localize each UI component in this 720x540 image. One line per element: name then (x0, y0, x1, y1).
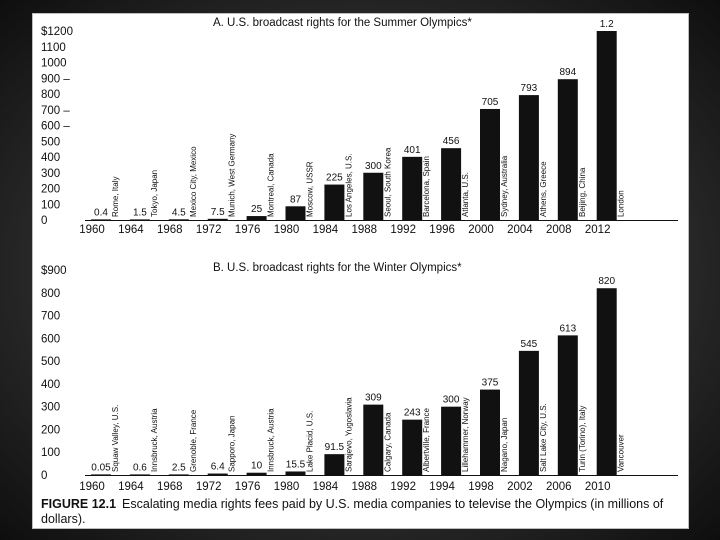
chart-a-value-label: 894 (559, 67, 577, 79)
chart-b-year-label: 1968 (157, 481, 183, 493)
chart-b-city-label: Sarajevo, Yugoslavia (344, 397, 354, 472)
chart-a-city-label: London (616, 190, 626, 217)
chart-b-city-label: Innsbruck, Austria (149, 408, 159, 472)
chart-b-year-label: 1980 (273, 481, 300, 493)
chart-a-value-label: 456 (442, 136, 460, 148)
chart-b-ytick-label: 500 (41, 356, 61, 369)
chart-a-city-label: Moscow, USSR (305, 161, 315, 217)
chart-a-year-label: 2000 (468, 224, 494, 236)
chart-b-ytick-label: 300 (41, 401, 61, 414)
caption-label: FIGURE 12.1 (41, 497, 117, 511)
chart-b-year-label: 1992 (390, 481, 416, 493)
chart-b-bar (402, 420, 422, 475)
chart-b-bar (247, 473, 267, 475)
chart-a-city-label: Munich, West Germany (227, 133, 237, 217)
chart-a-value-label: 25 (251, 204, 263, 216)
olympics-charts (33, 14, 688, 494)
chart-b-value-label: 375 (481, 377, 499, 389)
chart-a-ytick-label: 600 – (41, 120, 70, 133)
chart-a-year-label: 1964 (118, 224, 144, 236)
chart-a-bar (169, 219, 189, 220)
chart-b-value-label: 309 (364, 392, 382, 404)
chart-b-title: B. U.S. broadcast rights for the Winter Olympics* (213, 262, 462, 274)
chart-a-value-label: 1.5 (132, 207, 147, 219)
chart-a-ytick-label: $1200 (41, 26, 73, 38)
chart-a-ytick-label: 900 – (41, 73, 70, 86)
chart-a-ytick-label: 1000 (41, 57, 67, 70)
chart-b-bar (597, 288, 617, 475)
chart-a-city-label: Mexico City, Mexico (188, 146, 198, 217)
chart-a-year-label: 1960 (79, 224, 105, 236)
chart-a-value-label: 87 (289, 194, 302, 206)
chart-a-year-label: 1972 (195, 224, 222, 236)
chart-b-bar (480, 390, 500, 475)
chart-b-bar (558, 335, 578, 475)
chart-a-bar (91, 219, 111, 220)
chart-b-value-label: 6.4 (210, 461, 225, 473)
chart-b-value-label: 91.5 (324, 442, 345, 454)
chart-b-ytick-label: 700 (41, 310, 61, 323)
chart-b-year-label: 1960 (79, 481, 105, 493)
chart-b-city-label: Turin (Torino), Italy (577, 405, 587, 472)
chart-b-city-label: Nagano, Japan (500, 417, 509, 472)
chart-b-ytick-label: $900 (41, 265, 67, 277)
chart-a-ytick-label: 200 (41, 183, 61, 196)
figure-caption (41, 497, 681, 527)
chart-b-city-label: Calgary, Canada (383, 412, 393, 472)
chart-b-year-label: 2010 (584, 481, 611, 493)
chart-b-year-label: 1984 (312, 481, 339, 493)
chart-b-bar (441, 407, 461, 475)
chart-b-ytick-label: 200 (41, 424, 61, 437)
chart-a-city-label: Athens, Greece (538, 161, 548, 217)
chart-b-city-label: Grenoble, France (188, 409, 198, 472)
chart-a-bar (558, 79, 578, 220)
chart-a-year-label: 1992 (390, 224, 416, 236)
chart-a-bar (208, 219, 228, 220)
chart-a-year-label: 1984 (312, 224, 339, 236)
chart-b-bar (286, 471, 306, 475)
chart-b-ytick-label: 800 (41, 287, 61, 300)
chart-b-year-label: 1972 (195, 481, 222, 493)
chart-a-bar (402, 157, 422, 220)
chart-a-city-label: Barcelona, Spain (422, 156, 432, 217)
chart-a-bar (324, 185, 344, 220)
chart-a-ytick-label: 400 (41, 152, 61, 164)
chart-a-ytick-label: 500 (41, 136, 61, 149)
chart-b-bar (324, 454, 344, 475)
chart-b-value-label: 300 (442, 394, 460, 406)
chart-b-year-label: 1988 (351, 481, 378, 493)
chart-b-bar (130, 474, 150, 475)
chart-b-year-label: 1964 (118, 481, 144, 493)
chart-a-city-label: Seoul, South Korea (383, 147, 393, 217)
chart-b-bar (363, 405, 383, 475)
chart-b-city-label: Lillehammer, Norway (461, 397, 471, 472)
chart-b-bar (519, 351, 539, 475)
chart-b-value-label: 545 (520, 338, 538, 350)
chart-b-value-label: 10 (251, 460, 263, 472)
chart-a-ytick-label: 0 (41, 215, 48, 227)
chart-a-value-label: 300 (364, 160, 382, 172)
chart-a-year-label: 2004 (507, 224, 533, 236)
chart-b-year-label: 1998 (468, 481, 494, 493)
chart-b-value-label: 243 (403, 407, 421, 419)
chart-a-bar (130, 219, 150, 220)
chart-b-value-label: 820 (598, 276, 616, 288)
chart-b-bar (91, 474, 111, 475)
chart-a-bar (597, 31, 617, 220)
chart-b-year-label: 1976 (234, 481, 261, 493)
chart-b-city-label: Albertville, France (422, 407, 432, 472)
chart-a-year-label: 2012 (584, 224, 611, 236)
chart-a-value-label: 705 (481, 96, 499, 108)
chart-b-ytick-label: 0 (41, 470, 48, 482)
chart-a-title: A. U.S. broadcast rights for the Summer Olympics* (213, 17, 472, 29)
chart-b-ytick-label: 600 (41, 333, 61, 346)
chart-a-value-label: 793 (520, 83, 538, 95)
chart-b-city-label: Lake Placid, U.S. (305, 410, 315, 472)
chart-a-value-label: 7.5 (210, 206, 225, 218)
chart-a-year-label: 1988 (351, 224, 378, 236)
chart-b-value-label: 15.5 (285, 459, 306, 471)
chart-a-ytick-label: 300 (41, 167, 61, 180)
chart-a-value-label: 1.2 (599, 19, 614, 30)
chart-b-bar (169, 474, 189, 475)
chart-a-bar (247, 216, 267, 220)
chart-b-value-label: 2.5 (171, 462, 186, 474)
chart-b-city-label: Salt Lake City, U.S. (538, 403, 548, 472)
caption-text: Escalating media rights fees paid by U.S. media companies to televise the Olympics (in millions of dollars). (41, 497, 664, 526)
chart-a-year-label: 1976 (234, 224, 261, 236)
chart-a-value-label: 225 (326, 172, 343, 184)
chart-a-year-label: 2008 (546, 224, 572, 236)
chart-a-bar (286, 206, 306, 220)
chart-b-year-label: 2002 (507, 481, 533, 493)
chart-a-city-label: Montreal, Canada (266, 153, 276, 217)
chart-b-city-label: Sapporo, Japan (227, 415, 237, 472)
chart-a-city-label: Atlanta, U.S. (461, 172, 471, 217)
chart-a-year-label: 1996 (429, 224, 455, 236)
chart-a-city-label: Rome, Italy (111, 176, 120, 217)
chart-b-ytick-label: 100 (41, 447, 61, 460)
chart-b-value-label: 613 (559, 323, 577, 335)
chart-a-ytick-label: 1100 (41, 41, 66, 54)
chart-a-ytick-label: 800 (41, 89, 61, 101)
chart-b-city-label: Squaw Valley, U.S. (111, 404, 120, 472)
chart-a-year-label: 1980 (273, 224, 300, 236)
chart-a-bar (441, 148, 461, 220)
chart-b-city-label: Innsbruck, Austria (266, 408, 276, 472)
chart-a-city-label: Sydney, Australia (500, 155, 509, 217)
chart-a-bar (363, 173, 383, 220)
chart-a-city-label: Los Angeles, U.S. (344, 153, 354, 217)
chart-b-year-label: 1994 (429, 481, 455, 493)
chart-b-value-label: 0.6 (132, 462, 147, 474)
chart-a-ytick-label: 700 – (41, 104, 70, 117)
chart-b-ytick-label: 400 (41, 378, 61, 391)
chart-a-year-label: 1968 (157, 224, 183, 236)
chart-a-value-label: 4.5 (171, 207, 186, 219)
figure-panel (32, 13, 689, 529)
chart-a-bar (480, 109, 500, 220)
chart-a-value-label: 0.4 (94, 207, 108, 219)
chart-b-year-label: 2006 (546, 481, 572, 493)
chart-b-value-label: 0.05 (91, 462, 111, 474)
chart-a-ytick-label: 100 (41, 199, 61, 212)
chart-b-bar (208, 474, 228, 475)
chart-b-city-label: Vancouver (616, 434, 626, 472)
chart-a-bar (519, 95, 539, 220)
chart-a-city-label: Tokyo, Japan (149, 169, 159, 217)
chart-a-city-label: Beijing, China (577, 167, 587, 217)
chart-a-value-label: 401 (403, 144, 421, 156)
